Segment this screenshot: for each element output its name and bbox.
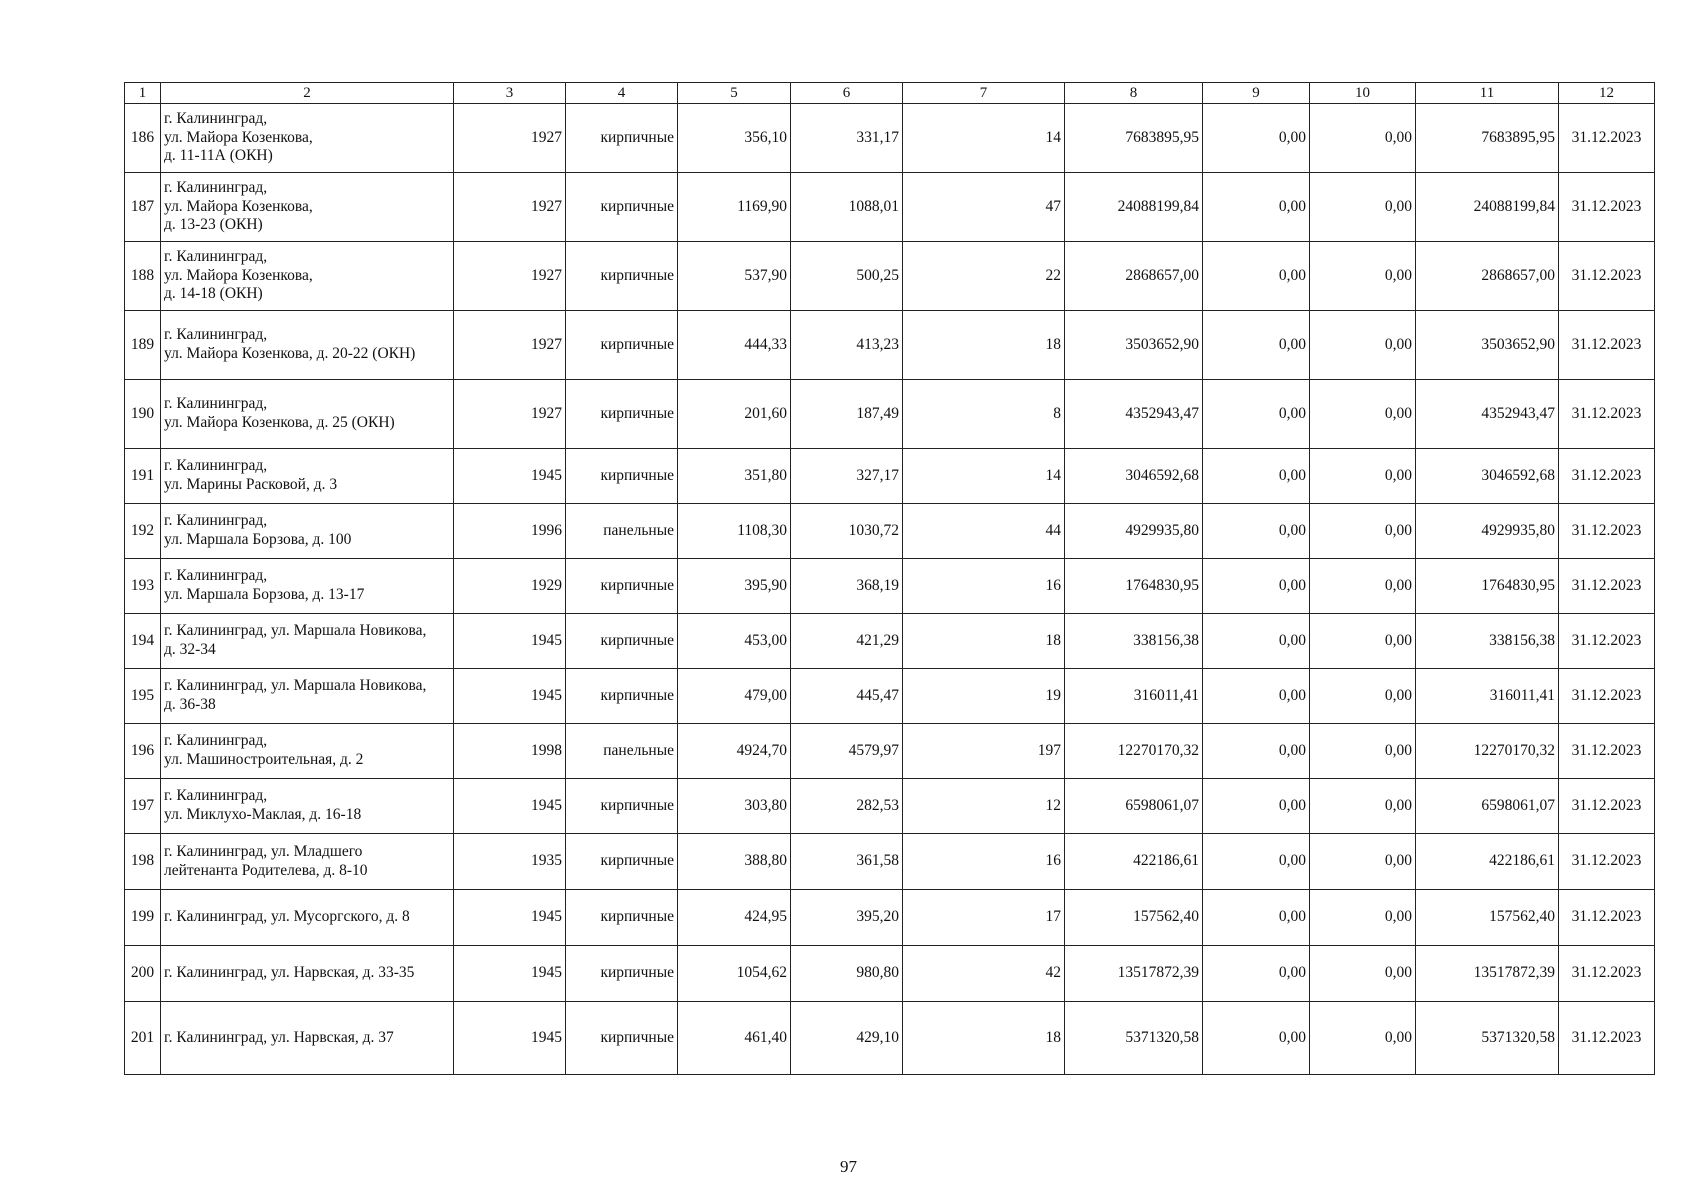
col10-cell: 0,00 (1310, 834, 1416, 890)
wall-material-cell: кирпичные (566, 104, 678, 173)
row-number: 193 (125, 559, 161, 614)
column-header: 8 (1065, 83, 1203, 104)
date-cell: 31.12.2023 (1559, 1002, 1655, 1075)
date-cell: 31.12.2023 (1559, 104, 1655, 173)
col10-cell: 0,00 (1310, 242, 1416, 311)
col6-cell: 413,23 (791, 311, 903, 380)
date-cell: 31.12.2023 (1559, 449, 1655, 504)
address-cell: г. Калининград, ул. Маршала Борзова, д. 13-17 (161, 559, 454, 614)
wall-material-cell: кирпичные (566, 173, 678, 242)
col9-cell: 0,00 (1203, 946, 1310, 1002)
col5-cell: 4924,70 (678, 724, 791, 779)
year-built-cell: 1945 (454, 449, 566, 504)
col7-cell: 44 (903, 504, 1065, 559)
col7-cell: 197 (903, 724, 1065, 779)
wall-material-cell: кирпичные (566, 242, 678, 311)
col11-cell: 1764830,95 (1416, 559, 1559, 614)
date-cell: 31.12.2023 (1559, 311, 1655, 380)
column-header: 5 (678, 83, 791, 104)
table-row (125, 311, 1655, 380)
wall-material-cell: кирпичные (566, 449, 678, 504)
table-row (125, 724, 1655, 779)
date-cell: 31.12.2023 (1559, 380, 1655, 449)
col11-cell: 3046592,68 (1416, 449, 1559, 504)
year-built-cell: 1929 (454, 559, 566, 614)
year-built-cell: 1927 (454, 380, 566, 449)
col6-cell: 282,53 (791, 779, 903, 834)
col7-cell: 47 (903, 173, 1065, 242)
col6-cell: 4579,97 (791, 724, 903, 779)
row-number: 198 (125, 834, 161, 890)
col11-cell: 316011,41 (1416, 669, 1559, 724)
col11-cell: 3503652,90 (1416, 311, 1559, 380)
col5-cell: 303,80 (678, 779, 791, 834)
table-row (125, 104, 1655, 173)
col11-cell: 5371320,58 (1416, 1002, 1559, 1075)
col10-cell: 0,00 (1310, 890, 1416, 946)
row-number: 197 (125, 779, 161, 834)
col6-cell: 445,47 (791, 669, 903, 724)
row-number: 194 (125, 614, 161, 669)
wall-material-cell: кирпичные (566, 614, 678, 669)
col11-cell: 157562,40 (1416, 890, 1559, 946)
table-row (125, 890, 1655, 946)
col9-cell: 0,00 (1203, 1002, 1310, 1075)
col8-cell: 157562,40 (1065, 890, 1203, 946)
row-number: 186 (125, 104, 161, 173)
year-built-cell: 1945 (454, 614, 566, 669)
date-cell: 31.12.2023 (1559, 890, 1655, 946)
row-number: 191 (125, 449, 161, 504)
col11-cell: 338156,38 (1416, 614, 1559, 669)
col7-cell: 16 (903, 834, 1065, 890)
col8-cell: 3046592,68 (1065, 449, 1203, 504)
year-built-cell: 1927 (454, 311, 566, 380)
col11-cell: 2868657,00 (1416, 242, 1559, 311)
col10-cell: 0,00 (1310, 724, 1416, 779)
table-row (125, 504, 1655, 559)
col8-cell: 338156,38 (1065, 614, 1203, 669)
col10-cell: 0,00 (1310, 559, 1416, 614)
col7-cell: 18 (903, 311, 1065, 380)
wall-material-cell: кирпичные (566, 890, 678, 946)
col6-cell: 421,29 (791, 614, 903, 669)
col9-cell: 0,00 (1203, 380, 1310, 449)
col8-cell: 2868657,00 (1065, 242, 1203, 311)
row-number: 200 (125, 946, 161, 1002)
wall-material-cell: кирпичные (566, 380, 678, 449)
col5-cell: 1054,62 (678, 946, 791, 1002)
col6-cell: 429,10 (791, 1002, 903, 1075)
year-built-cell: 1927 (454, 242, 566, 311)
table-row (125, 779, 1655, 834)
col11-cell: 4352943,47 (1416, 380, 1559, 449)
address-cell: г. Калининград, ул. Майора Козенкова, д. 11-11А (ОКН) (161, 104, 454, 173)
date-cell: 31.12.2023 (1559, 242, 1655, 311)
col9-cell: 0,00 (1203, 173, 1310, 242)
wall-material-cell: кирпичные (566, 946, 678, 1002)
col7-cell: 42 (903, 946, 1065, 1002)
year-built-cell: 1927 (454, 104, 566, 173)
col6-cell: 187,49 (791, 380, 903, 449)
year-built-cell: 1945 (454, 669, 566, 724)
col5-cell: 424,95 (678, 890, 791, 946)
address-cell: г. Калининград, ул. Маршала Новикова, д. 32-34 (161, 614, 454, 669)
col8-cell: 13517872,39 (1065, 946, 1203, 1002)
table-row (125, 242, 1655, 311)
address-cell: г. Калининград, ул. Майора Козенкова, д. 20-22 (ОКН) (161, 311, 454, 380)
date-cell: 31.12.2023 (1559, 173, 1655, 242)
col8-cell: 24088199,84 (1065, 173, 1203, 242)
col5-cell: 351,80 (678, 449, 791, 504)
col10-cell: 0,00 (1310, 669, 1416, 724)
wall-material-cell: кирпичные (566, 779, 678, 834)
col7-cell: 8 (903, 380, 1065, 449)
date-cell: 31.12.2023 (1559, 669, 1655, 724)
col8-cell: 316011,41 (1065, 669, 1203, 724)
col5-cell: 479,00 (678, 669, 791, 724)
col11-cell: 7683895,95 (1416, 104, 1559, 173)
col7-cell: 14 (903, 104, 1065, 173)
col10-cell: 0,00 (1310, 1002, 1416, 1075)
col9-cell: 0,00 (1203, 669, 1310, 724)
address-cell: г. Калининград, ул. Марины Расковой, д. 3 (161, 449, 454, 504)
col7-cell: 17 (903, 890, 1065, 946)
col10-cell: 0,00 (1310, 380, 1416, 449)
address-cell: г. Калининград, ул. Нарвская, д. 33-35 (161, 946, 454, 1002)
table-row (125, 559, 1655, 614)
col6-cell: 1088,01 (791, 173, 903, 242)
housing-register-table (124, 82, 1655, 1075)
col7-cell: 16 (903, 559, 1065, 614)
col10-cell: 0,00 (1310, 779, 1416, 834)
row-number: 188 (125, 242, 161, 311)
year-built-cell: 1945 (454, 779, 566, 834)
address-cell: г. Калининград, ул. Нарвская, д. 37 (161, 1002, 454, 1075)
table-row (125, 380, 1655, 449)
col8-cell: 5371320,58 (1065, 1002, 1203, 1075)
col7-cell: 12 (903, 779, 1065, 834)
col9-cell: 0,00 (1203, 890, 1310, 946)
col9-cell: 0,00 (1203, 724, 1310, 779)
col8-cell: 3503652,90 (1065, 311, 1203, 380)
table-row (125, 173, 1655, 242)
row-number: 195 (125, 669, 161, 724)
page-number: 97 (840, 1157, 857, 1176)
date-cell: 31.12.2023 (1559, 724, 1655, 779)
wall-material-cell: кирпичные (566, 311, 678, 380)
wall-material-cell: кирпичные (566, 559, 678, 614)
col5-cell: 388,80 (678, 834, 791, 890)
col11-cell: 13517872,39 (1416, 946, 1559, 1002)
col10-cell: 0,00 (1310, 173, 1416, 242)
col9-cell: 0,00 (1203, 834, 1310, 890)
col8-cell: 12270170,32 (1065, 724, 1203, 779)
date-cell: 31.12.2023 (1559, 504, 1655, 559)
col10-cell: 0,00 (1310, 311, 1416, 380)
address-cell: г. Калининград, ул. Маршала Новикова, д. 36-38 (161, 669, 454, 724)
col11-cell: 6598061,07 (1416, 779, 1559, 834)
col10-cell: 0,00 (1310, 104, 1416, 173)
column-header: 10 (1310, 83, 1416, 104)
col5-cell: 537,90 (678, 242, 791, 311)
col10-cell: 0,00 (1310, 946, 1416, 1002)
col9-cell: 0,00 (1203, 104, 1310, 173)
row-number: 190 (125, 380, 161, 449)
address-cell: г. Калининград, ул. Майора Козенкова, д. 14-18 (ОКН) (161, 242, 454, 311)
table-body (125, 83, 1655, 1075)
col8-cell: 1764830,95 (1065, 559, 1203, 614)
column-header: 1 (125, 83, 161, 104)
column-header: 4 (566, 83, 678, 104)
col5-cell: 356,10 (678, 104, 791, 173)
address-cell: г. Калининград, ул. Младшего лейтенанта Родителева, д. 8-10 (161, 834, 454, 890)
col8-cell: 6598061,07 (1065, 779, 1203, 834)
col6-cell: 980,80 (791, 946, 903, 1002)
column-header: 7 (903, 83, 1065, 104)
table-row (125, 1002, 1655, 1075)
col5-cell: 444,33 (678, 311, 791, 380)
column-header: 6 (791, 83, 903, 104)
col6-cell: 500,25 (791, 242, 903, 311)
date-cell: 31.12.2023 (1559, 779, 1655, 834)
col10-cell: 0,00 (1310, 449, 1416, 504)
col6-cell: 395,20 (791, 890, 903, 946)
date-cell: 31.12.2023 (1559, 946, 1655, 1002)
col5-cell: 201,60 (678, 380, 791, 449)
col7-cell: 19 (903, 669, 1065, 724)
address-cell: г. Калининград, ул. Майора Козенкова, д. 25 (ОКН) (161, 380, 454, 449)
col7-cell: 18 (903, 614, 1065, 669)
table-row (125, 669, 1655, 724)
col9-cell: 0,00 (1203, 449, 1310, 504)
col8-cell: 4929935,80 (1065, 504, 1203, 559)
col6-cell: 361,58 (791, 834, 903, 890)
column-header: 3 (454, 83, 566, 104)
column-number-header-row (125, 83, 1655, 104)
row-number: 199 (125, 890, 161, 946)
col8-cell: 4352943,47 (1065, 380, 1203, 449)
column-header: 11 (1416, 83, 1559, 104)
col11-cell: 12270170,32 (1416, 724, 1559, 779)
col6-cell: 368,19 (791, 559, 903, 614)
address-cell: г. Калининград, ул. Мусоргского, д. 8 (161, 890, 454, 946)
address-cell: г. Калининград, ул. Маршала Борзова, д. 100 (161, 504, 454, 559)
wall-material-cell: панельные (566, 724, 678, 779)
col7-cell: 18 (903, 1002, 1065, 1075)
table-row (125, 946, 1655, 1002)
table-row (125, 834, 1655, 890)
year-built-cell: 1935 (454, 834, 566, 890)
address-cell: г. Калининград, ул. Машиностроительная, д. 2 (161, 724, 454, 779)
col5-cell: 453,00 (678, 614, 791, 669)
col6-cell: 327,17 (791, 449, 903, 504)
row-number: 189 (125, 311, 161, 380)
year-built-cell: 1996 (454, 504, 566, 559)
column-header: 9 (1203, 83, 1310, 104)
col11-cell: 4929935,80 (1416, 504, 1559, 559)
address-cell: г. Калининград, ул. Майора Козенкова, д. 13-23 (ОКН) (161, 173, 454, 242)
wall-material-cell: панельные (566, 504, 678, 559)
year-built-cell: 1998 (454, 724, 566, 779)
col9-cell: 0,00 (1203, 242, 1310, 311)
col9-cell: 0,00 (1203, 779, 1310, 834)
col11-cell: 24088199,84 (1416, 173, 1559, 242)
col6-cell: 331,17 (791, 104, 903, 173)
wall-material-cell: кирпичные (566, 834, 678, 890)
column-header: 2 (161, 83, 454, 104)
date-cell: 31.12.2023 (1559, 614, 1655, 669)
year-built-cell: 1927 (454, 173, 566, 242)
col5-cell: 1169,90 (678, 173, 791, 242)
year-built-cell: 1945 (454, 1002, 566, 1075)
col9-cell: 0,00 (1203, 614, 1310, 669)
date-cell: 31.12.2023 (1559, 559, 1655, 614)
table-row (125, 614, 1655, 669)
column-header: 12 (1559, 83, 1655, 104)
wall-material-cell: кирпичные (566, 1002, 678, 1075)
year-built-cell: 1945 (454, 946, 566, 1002)
table-row (125, 449, 1655, 504)
col7-cell: 22 (903, 242, 1065, 311)
date-cell: 31.12.2023 (1559, 834, 1655, 890)
wall-material-cell: кирпичные (566, 669, 678, 724)
col6-cell: 1030,72 (791, 504, 903, 559)
row-number: 192 (125, 504, 161, 559)
year-built-cell: 1945 (454, 890, 566, 946)
col11-cell: 422186,61 (1416, 834, 1559, 890)
col10-cell: 0,00 (1310, 504, 1416, 559)
col7-cell: 14 (903, 449, 1065, 504)
row-number: 196 (125, 724, 161, 779)
row-number: 187 (125, 173, 161, 242)
col9-cell: 0,00 (1203, 504, 1310, 559)
col10-cell: 0,00 (1310, 614, 1416, 669)
col5-cell: 1108,30 (678, 504, 791, 559)
col8-cell: 422186,61 (1065, 834, 1203, 890)
address-cell: г. Калининград, ул. Миклухо-Маклая, д. 16-18 (161, 779, 454, 834)
col5-cell: 395,90 (678, 559, 791, 614)
col8-cell: 7683895,95 (1065, 104, 1203, 173)
col9-cell: 0,00 (1203, 559, 1310, 614)
row-number: 201 (125, 1002, 161, 1075)
col9-cell: 0,00 (1203, 311, 1310, 380)
col5-cell: 461,40 (678, 1002, 791, 1075)
